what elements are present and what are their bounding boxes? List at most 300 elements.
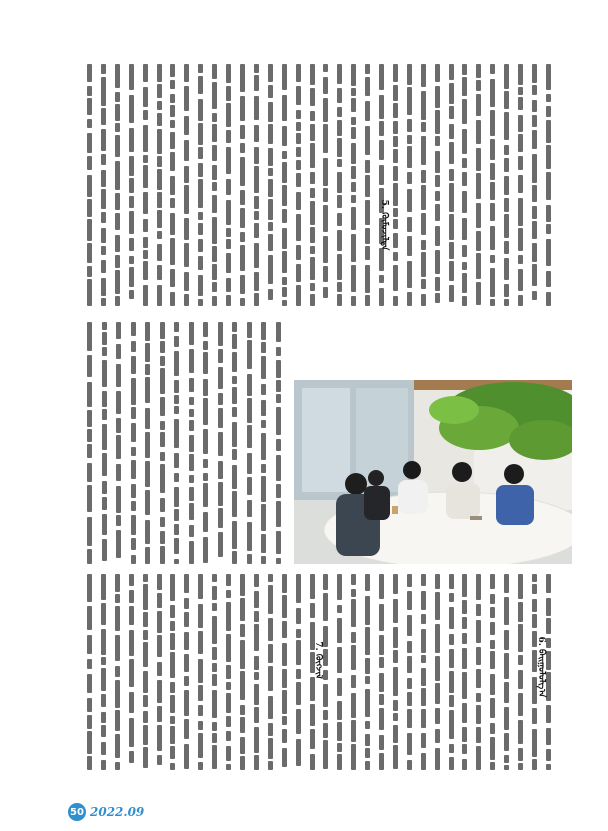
text-column xyxy=(434,572,441,772)
script-glyph-run xyxy=(435,592,440,620)
script-glyph-run xyxy=(145,461,150,487)
script-glyph-run xyxy=(198,685,203,701)
script-glyph-run xyxy=(337,605,342,613)
text-column xyxy=(275,320,282,566)
script-glyph-run xyxy=(351,88,356,96)
script-glyph-run xyxy=(351,589,356,597)
script-glyph-run xyxy=(116,364,121,387)
script-glyph-run xyxy=(296,739,301,766)
script-glyph-run xyxy=(261,464,266,473)
script-glyph-run xyxy=(476,80,481,91)
script-glyph-run xyxy=(365,160,370,173)
script-glyph-run xyxy=(254,707,259,723)
script-glyph-run xyxy=(435,708,440,724)
script-glyph-run xyxy=(490,674,495,695)
script-glyph-run xyxy=(476,604,481,616)
script-glyph-run xyxy=(282,277,287,285)
script-glyph-run xyxy=(407,146,412,168)
script-glyph-run xyxy=(462,99,467,124)
script-glyph-run xyxy=(351,117,356,125)
text-column xyxy=(448,572,455,772)
text-column xyxy=(309,62,316,308)
script-glyph-run xyxy=(254,96,259,120)
script-glyph-run xyxy=(226,716,231,727)
script-glyph-run xyxy=(532,100,537,112)
script-glyph-run xyxy=(365,77,370,96)
script-glyph-run xyxy=(504,241,509,254)
script-glyph-run xyxy=(407,692,412,706)
script-glyph-run xyxy=(87,119,92,128)
script-glyph-run xyxy=(87,64,92,82)
script-glyph-run xyxy=(87,715,92,729)
script-glyph-run xyxy=(212,745,217,769)
script-glyph-run xyxy=(184,612,189,627)
script-glyph-run xyxy=(421,668,426,686)
script-glyph-run xyxy=(337,647,342,673)
script-glyph-run xyxy=(143,125,148,152)
script-glyph-run xyxy=(157,129,162,154)
script-glyph-run xyxy=(490,182,495,200)
script-glyph-run xyxy=(101,170,106,187)
script-glyph-run xyxy=(490,139,495,160)
script-glyph-run xyxy=(518,134,523,152)
text-column xyxy=(267,62,274,308)
script-glyph-run xyxy=(282,64,287,90)
script-glyph-run xyxy=(170,746,175,759)
script-glyph-run xyxy=(337,213,342,226)
script-glyph-run xyxy=(203,483,208,507)
script-glyph-run xyxy=(189,541,194,564)
script-glyph-run xyxy=(490,723,495,734)
text-column xyxy=(202,320,209,566)
script-glyph-run xyxy=(282,716,287,725)
script-glyph-run xyxy=(282,690,287,714)
script-glyph-run xyxy=(184,64,189,82)
script-glyph-run xyxy=(421,709,426,728)
script-glyph-run xyxy=(490,607,495,618)
script-glyph-run xyxy=(379,673,384,692)
script-glyph-run xyxy=(87,133,92,153)
script-glyph-run xyxy=(102,409,107,420)
script-glyph-run xyxy=(310,111,315,121)
script-glyph-run xyxy=(143,630,148,640)
script-glyph-run xyxy=(87,199,92,217)
script-glyph-run xyxy=(212,663,217,672)
script-glyph-run xyxy=(129,718,134,747)
script-glyph-run xyxy=(462,64,467,75)
script-glyph-run xyxy=(296,574,301,603)
script-glyph-run xyxy=(102,514,107,535)
script-glyph-run xyxy=(240,143,245,153)
script-glyph-run xyxy=(393,296,398,306)
script-glyph-run xyxy=(323,740,328,769)
script-glyph-run xyxy=(102,453,107,476)
meeting-photo-image xyxy=(294,380,572,564)
script-glyph-run xyxy=(212,647,217,660)
script-glyph-run xyxy=(218,508,223,528)
script-glyph-run xyxy=(365,627,370,655)
script-glyph-run xyxy=(268,64,273,82)
script-glyph-run xyxy=(504,653,509,679)
script-glyph-run xyxy=(254,166,259,193)
script-glyph-run xyxy=(421,279,426,289)
script-glyph-run xyxy=(232,491,237,517)
script-glyph-run xyxy=(337,294,342,306)
script-glyph-run xyxy=(296,669,301,679)
script-glyph-run xyxy=(351,182,356,192)
script-glyph-run xyxy=(276,347,281,356)
script-glyph-run xyxy=(226,179,231,195)
script-glyph-run xyxy=(212,690,217,718)
script-glyph-run xyxy=(490,79,495,107)
text-column xyxy=(101,320,108,566)
text-column xyxy=(378,572,385,772)
text-column xyxy=(406,62,413,308)
script-glyph-run xyxy=(240,640,245,669)
script-glyph-run xyxy=(462,759,467,770)
script-glyph-run xyxy=(323,77,328,94)
script-glyph-run xyxy=(296,64,301,82)
script-glyph-run xyxy=(189,409,194,417)
script-glyph-run xyxy=(351,127,356,139)
script-glyph-run xyxy=(310,257,315,280)
script-glyph-run xyxy=(174,559,179,564)
script-glyph-run xyxy=(421,574,426,586)
script-glyph-run xyxy=(157,611,162,633)
script-glyph-run xyxy=(504,707,509,730)
script-glyph-run xyxy=(131,501,136,511)
script-glyph-run xyxy=(232,387,237,404)
script-glyph-run xyxy=(247,453,252,474)
script-glyph-run xyxy=(203,473,208,481)
script-glyph-run xyxy=(174,351,179,376)
script-glyph-run xyxy=(518,624,523,652)
script-glyph-run xyxy=(365,126,370,155)
script-glyph-run xyxy=(310,294,315,306)
script-glyph-run xyxy=(129,267,134,287)
script-glyph-run xyxy=(115,161,120,190)
script-glyph-run xyxy=(101,278,106,296)
script-glyph-run xyxy=(268,644,273,663)
script-glyph-run xyxy=(261,420,266,428)
script-glyph-run xyxy=(174,487,179,507)
script-glyph-run xyxy=(198,631,203,654)
script-glyph-run xyxy=(87,86,92,96)
script-glyph-run xyxy=(101,108,106,125)
script-glyph-run xyxy=(435,151,440,173)
text-column xyxy=(231,320,238,566)
text-column xyxy=(211,572,218,772)
script-glyph-run xyxy=(310,729,315,749)
script-glyph-run xyxy=(232,322,237,332)
script-glyph-run xyxy=(261,433,266,460)
script-glyph-run xyxy=(268,738,273,759)
script-glyph-run xyxy=(184,218,189,240)
script-glyph-run xyxy=(421,733,426,748)
script-glyph-run xyxy=(160,517,165,527)
script-glyph-run xyxy=(435,656,440,681)
text-column xyxy=(225,572,232,772)
script-glyph-run xyxy=(87,279,92,306)
script-glyph-run xyxy=(407,709,412,728)
script-glyph-run xyxy=(143,711,148,723)
script-glyph-run xyxy=(351,98,356,112)
script-glyph-run xyxy=(184,574,189,593)
text-column xyxy=(156,62,163,308)
script-glyph-run xyxy=(212,264,217,280)
script-glyph-run xyxy=(143,250,148,259)
script-glyph-run xyxy=(365,246,370,260)
script-glyph-run xyxy=(184,719,189,739)
script-glyph-run xyxy=(282,126,287,146)
script-glyph-run xyxy=(476,64,481,78)
script-glyph-run xyxy=(518,255,523,264)
script-glyph-run xyxy=(198,64,203,73)
script-glyph-run xyxy=(421,64,426,87)
script-glyph-run xyxy=(212,113,217,122)
script-glyph-run xyxy=(276,322,281,342)
script-glyph-run xyxy=(184,116,189,135)
script-glyph-run xyxy=(296,122,301,131)
script-glyph-run xyxy=(160,322,165,339)
script-glyph-run xyxy=(212,574,217,582)
script-glyph-run xyxy=(247,554,252,564)
script-glyph-run xyxy=(247,500,252,517)
script-glyph-run xyxy=(115,92,120,102)
script-glyph-run xyxy=(189,475,194,483)
text-column xyxy=(100,572,107,772)
text-column xyxy=(239,62,246,308)
script-glyph-run xyxy=(131,322,136,336)
script-glyph-run xyxy=(365,676,370,684)
script-glyph-run xyxy=(254,75,259,91)
script-glyph-run xyxy=(145,432,150,458)
page-footer xyxy=(68,802,144,822)
script-glyph-run xyxy=(379,64,384,90)
text-column xyxy=(322,62,329,308)
text-column xyxy=(159,320,166,566)
script-glyph-run xyxy=(212,145,217,161)
script-glyph-run xyxy=(365,734,370,746)
script-glyph-run xyxy=(101,77,106,106)
script-glyph-run xyxy=(212,733,217,743)
script-glyph-run xyxy=(518,655,523,665)
script-glyph-run xyxy=(232,407,237,417)
script-glyph-run xyxy=(518,693,523,716)
script-glyph-run xyxy=(247,477,252,495)
script-glyph-run xyxy=(504,299,509,306)
script-glyph-run xyxy=(115,296,120,306)
script-glyph-run xyxy=(282,228,287,249)
script-glyph-run xyxy=(87,549,92,564)
script-glyph-run xyxy=(261,342,266,353)
text-column xyxy=(350,62,357,308)
script-glyph-run xyxy=(268,179,273,197)
script-glyph-run xyxy=(379,694,384,705)
script-glyph-run xyxy=(476,148,481,171)
script-glyph-run xyxy=(518,175,523,193)
script-glyph-run xyxy=(240,574,245,596)
script-glyph-run xyxy=(462,218,467,240)
script-glyph-run xyxy=(490,594,495,604)
script-glyph-run xyxy=(101,154,106,165)
text-column xyxy=(197,62,204,308)
text-column xyxy=(169,62,176,308)
script-glyph-run xyxy=(449,183,454,212)
script-glyph-run xyxy=(546,224,551,234)
script-glyph-run xyxy=(393,265,398,291)
script-glyph-run xyxy=(504,145,509,155)
script-glyph-run xyxy=(160,421,165,430)
script-glyph-run xyxy=(174,509,179,521)
script-glyph-run xyxy=(131,555,136,564)
script-glyph-run xyxy=(546,172,551,200)
script-glyph-run xyxy=(218,482,223,506)
script-glyph-run xyxy=(337,701,342,720)
script-glyph-run xyxy=(337,282,342,292)
script-glyph-run xyxy=(462,245,467,257)
script-glyph-run xyxy=(160,368,165,394)
script-glyph-run xyxy=(407,135,412,144)
script-glyph-run xyxy=(268,723,273,736)
script-glyph-run xyxy=(476,574,481,600)
script-glyph-run xyxy=(261,384,266,395)
script-glyph-run xyxy=(365,64,370,74)
script-glyph-run xyxy=(337,754,342,770)
script-glyph-run xyxy=(296,245,301,260)
script-glyph-run xyxy=(351,195,356,203)
script-glyph-run xyxy=(462,77,467,96)
script-glyph-run xyxy=(504,574,509,593)
script-glyph-run xyxy=(129,238,134,251)
script-glyph-run xyxy=(532,221,537,239)
script-glyph-run xyxy=(131,356,136,374)
script-glyph-run xyxy=(131,378,136,405)
text-column xyxy=(86,62,93,308)
script-glyph-run xyxy=(170,105,175,117)
script-glyph-run xyxy=(143,219,148,232)
script-glyph-run xyxy=(170,652,175,678)
script-glyph-run xyxy=(143,64,148,82)
script-glyph-run xyxy=(435,748,440,770)
script-glyph-run xyxy=(189,322,194,345)
script-glyph-run xyxy=(282,669,287,688)
script-glyph-run xyxy=(87,266,92,277)
script-glyph-run xyxy=(240,96,245,121)
script-glyph-run xyxy=(268,696,273,719)
script-glyph-run xyxy=(261,556,266,564)
script-glyph-run xyxy=(157,285,162,306)
script-glyph-run xyxy=(226,634,231,662)
script-glyph-run xyxy=(174,473,179,482)
text-column xyxy=(517,572,524,772)
text-column xyxy=(100,62,107,308)
text-column xyxy=(420,62,427,308)
script-glyph-run xyxy=(476,231,481,251)
script-glyph-run xyxy=(115,666,120,677)
text-column xyxy=(392,62,399,308)
script-glyph-run xyxy=(102,424,107,450)
script-glyph-run xyxy=(129,211,134,234)
script-glyph-run xyxy=(351,296,356,306)
script-glyph-run xyxy=(129,692,134,713)
text-column xyxy=(169,572,176,772)
text-column xyxy=(114,62,121,308)
script-glyph-run xyxy=(407,217,412,232)
script-glyph-run xyxy=(189,349,194,373)
script-glyph-run xyxy=(189,420,194,431)
script-glyph-run xyxy=(351,693,356,718)
script-glyph-run xyxy=(449,142,454,164)
script-glyph-run xyxy=(115,710,120,731)
script-glyph-run xyxy=(449,607,454,629)
script-glyph-run xyxy=(337,618,342,643)
script-glyph-run xyxy=(157,156,162,167)
script-glyph-run xyxy=(212,674,217,686)
script-glyph-run xyxy=(351,744,356,770)
script-glyph-run xyxy=(282,287,287,297)
script-glyph-run xyxy=(247,522,252,551)
script-glyph-run xyxy=(143,584,148,610)
script-glyph-run xyxy=(546,239,551,266)
script-glyph-run xyxy=(490,163,495,180)
script-glyph-run xyxy=(184,185,189,214)
text-column xyxy=(336,62,343,308)
script-glyph-run xyxy=(490,698,495,718)
script-glyph-run xyxy=(240,245,245,271)
script-glyph-run xyxy=(407,87,412,115)
script-glyph-run xyxy=(268,761,273,770)
script-glyph-run xyxy=(296,640,301,665)
script-glyph-run xyxy=(87,517,92,546)
script-glyph-run xyxy=(131,460,136,479)
script-glyph-run xyxy=(435,191,440,201)
script-glyph-run xyxy=(212,82,217,109)
script-glyph-run xyxy=(101,129,106,151)
script-glyph-run xyxy=(323,64,328,72)
script-glyph-run xyxy=(365,175,370,197)
text-column xyxy=(281,572,288,772)
script-glyph-run xyxy=(254,574,259,587)
script-glyph-run xyxy=(102,360,107,387)
script-glyph-run xyxy=(462,158,467,168)
script-glyph-run xyxy=(379,95,384,119)
script-glyph-run xyxy=(116,391,121,414)
script-glyph-run xyxy=(518,295,523,306)
script-glyph-run xyxy=(115,594,120,603)
script-glyph-run xyxy=(337,678,342,696)
script-glyph-run xyxy=(323,124,328,153)
script-glyph-run xyxy=(449,757,454,770)
script-glyph-run xyxy=(296,629,301,638)
script-glyph-run xyxy=(323,205,328,232)
script-glyph-run xyxy=(212,246,217,262)
script-glyph-run xyxy=(282,185,287,206)
script-glyph-run xyxy=(170,120,175,128)
script-glyph-run xyxy=(226,682,231,690)
magazine-page xyxy=(54,62,550,772)
script-glyph-run xyxy=(143,192,148,214)
script-glyph-run xyxy=(407,656,412,673)
script-glyph-run xyxy=(365,200,370,225)
script-glyph-run xyxy=(203,512,208,532)
script-glyph-run xyxy=(184,598,189,609)
script-glyph-run xyxy=(532,243,537,262)
script-glyph-run xyxy=(240,717,245,733)
script-glyph-run xyxy=(449,242,454,259)
script-glyph-run xyxy=(184,272,189,291)
script-glyph-run xyxy=(102,497,107,510)
